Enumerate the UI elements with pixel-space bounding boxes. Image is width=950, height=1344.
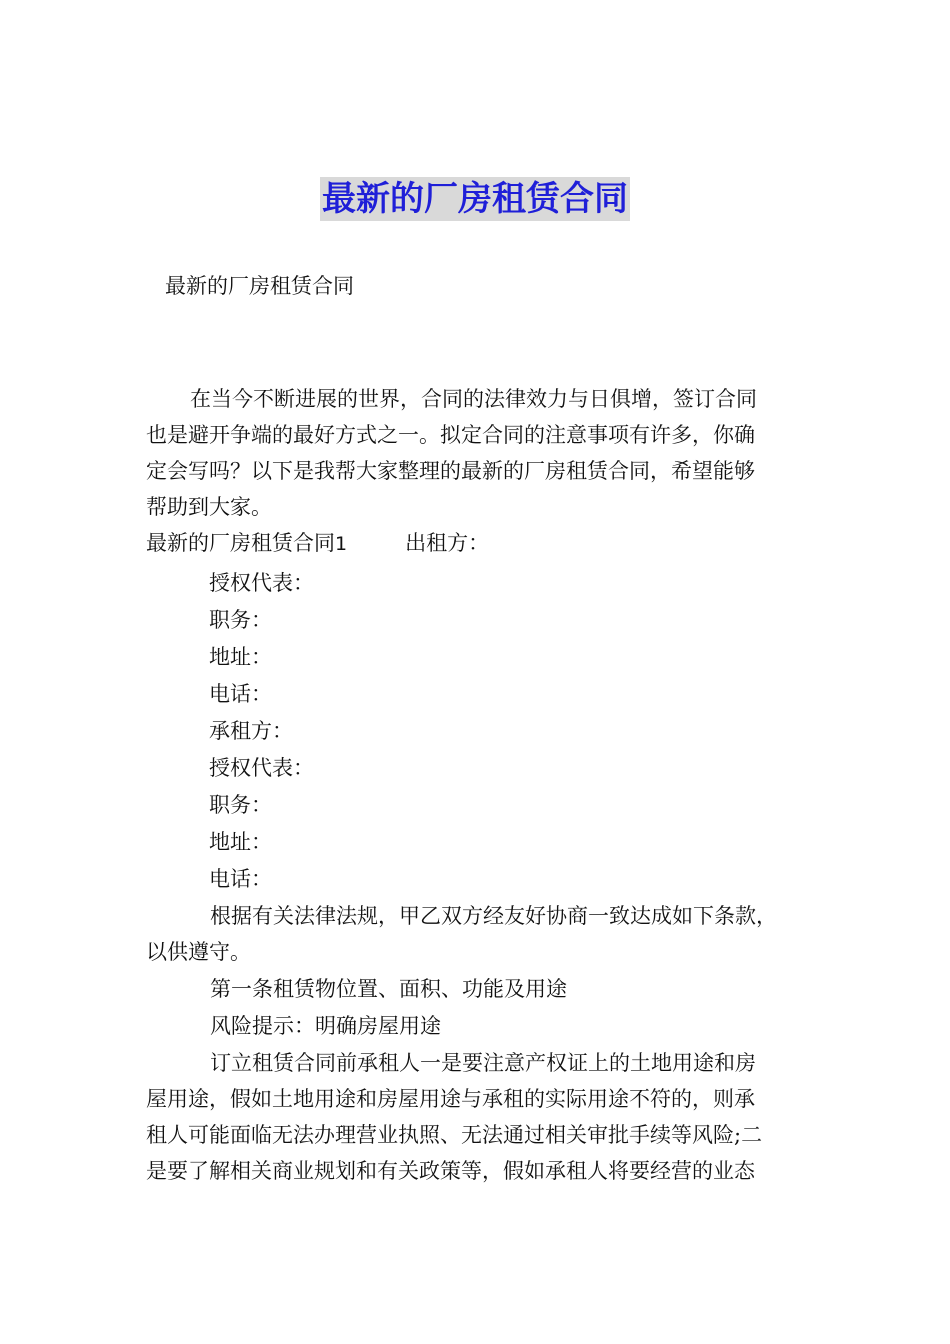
document-title: 最新的厂房租赁合同 (322, 179, 628, 219)
field-position: 职务： (209, 793, 272, 817)
contract-heading-label: 最新的厂房租赁合同 (146, 531, 335, 555)
contract-heading-number: 1 (335, 533, 348, 555)
intro-line: 帮助到大家。 (146, 495, 272, 519)
intro-line: 也是避开争端的最好方式之一。拟定合同的注意事项有许多，你确 (146, 423, 755, 447)
field-lessee: 承租方： (209, 719, 293, 743)
title-container (0, 177, 950, 221)
field-address: 地址： (209, 830, 272, 854)
risk-line: 订立租赁合同前承租人一是要注意产权证上的土地用途和房 (210, 1051, 756, 1075)
lessor-label: 出租方： (405, 531, 490, 555)
intro-line: 在当今不断进展的世界，合同的法律效力与日俱增，签订合同 (190, 387, 757, 411)
risk-tip-text: 风险提示：明确房屋用途 (210, 1014, 441, 1038)
document-subtitle: 最新的厂房租赁合同 (165, 274, 354, 298)
party-fields (209, 565, 314, 898)
risk-tip-heading (146, 1008, 826, 1044)
intro-line: 定会写吗？以下是我帮大家整理的最新的厂房租赁合同，希望能够 (146, 459, 755, 483)
article-1-text: 第一条租赁物位置、面积、功能及用途 (210, 977, 567, 1001)
field-authorized-rep: 授权代表： (209, 756, 314, 780)
agreement-paragraph (146, 898, 826, 970)
field-authorized-rep: 授权代表： (209, 571, 314, 595)
field-phone: 电话： (209, 867, 272, 891)
article-1-heading (146, 971, 826, 1007)
intro-paragraph (146, 381, 816, 525)
agreement-line: 根据有关法律法规，甲乙双方经友好协商一致达成如下条款， (210, 904, 777, 928)
field-position: 职务： (209, 608, 272, 632)
risk-line: 租人可能面临无法办理营业执照、无法通过相关审批手续等风险;二 (146, 1123, 763, 1147)
field-address: 地址： (209, 645, 272, 669)
risk-line: 屋用途，假如土地用途和房屋用途与承租的实际用途不符的，则承 (146, 1087, 755, 1111)
contract-heading (146, 529, 489, 558)
risk-paragraph (146, 1045, 826, 1189)
field-phone: 电话： (209, 682, 272, 706)
agreement-line: 以供遵守。 (146, 940, 251, 964)
risk-line: 是要了解相关商业规划和有关政策等，假如承租人将要经营的业态 (146, 1159, 755, 1183)
